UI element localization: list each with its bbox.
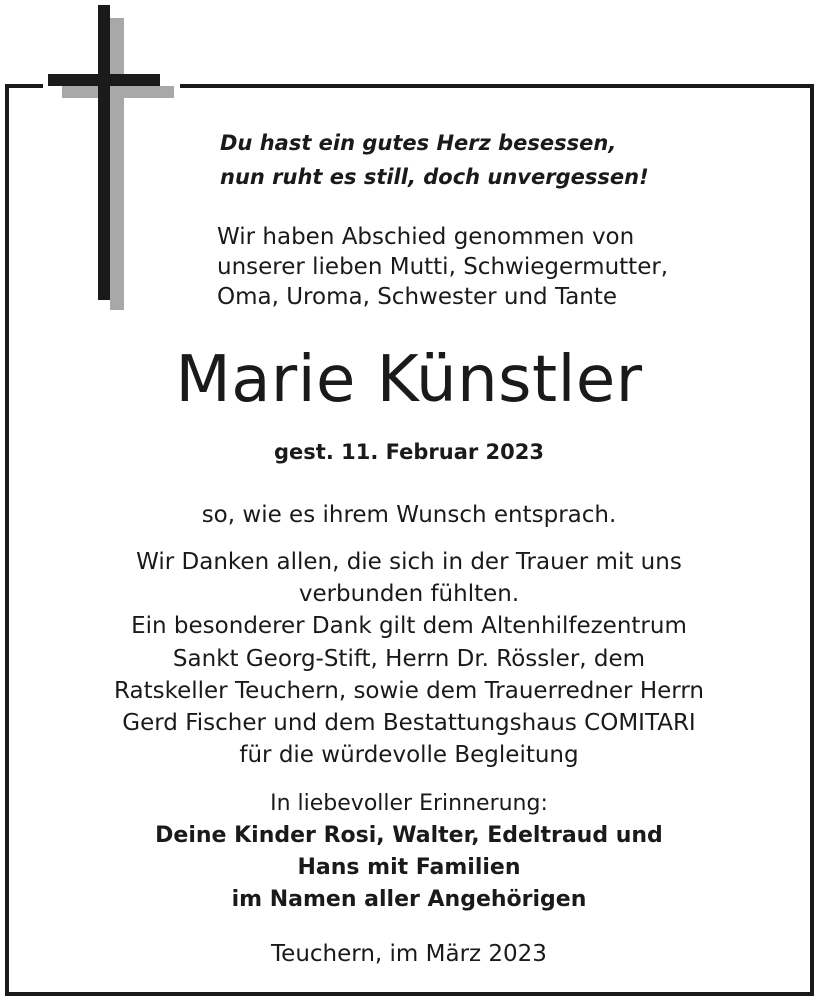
thanks-line: Sankt Georg-Stift, Herrn Dr. Rössler, dem bbox=[172, 645, 646, 672]
intro-line: Wir haben Abschied genommen von bbox=[217, 224, 635, 250]
thanks-line: Wir Danken allen, die sich in der Trauer mit uns bbox=[136, 549, 682, 575]
cross-shadow-horizontal bbox=[62, 86, 174, 98]
cross-icon bbox=[40, 0, 190, 320]
memorial-verse bbox=[220, 126, 780, 194]
frame-top-border-right bbox=[180, 84, 814, 88]
thanks-line: Ratskeller Teuchern, sowie dem Trauerredner Herrn bbox=[114, 677, 704, 704]
frame-bottom-border bbox=[5, 992, 814, 996]
signature-line: Deine Kinder Rosi, Walter, Edeltraud und bbox=[155, 823, 663, 848]
signature-line: im Namen aller Angehörigen bbox=[231, 887, 587, 912]
thanks-line: für die würdevolle Begleitung bbox=[239, 742, 579, 769]
signature-intro: In liebevoller Erinnerung: bbox=[270, 791, 548, 816]
thanks-paragraph bbox=[0, 546, 818, 771]
verse-line: nun ruht es still, doch unvergessen! bbox=[220, 165, 649, 189]
death-date: gest. 11. Februar 2023 bbox=[274, 440, 544, 464]
intro-line: unserer lieben Mutti, Schwiegermutter, bbox=[217, 254, 669, 280]
cross-horizontal-bar bbox=[48, 74, 160, 86]
place-date: Teuchern, im März 2023 bbox=[271, 941, 547, 967]
thanks-line: Ein besonderer Dank gilt dem Altenhilfezentrum bbox=[131, 613, 687, 640]
signature-block bbox=[0, 788, 818, 916]
cross-shadow-vertical bbox=[110, 18, 124, 310]
verse-line: Du hast ein gutes Herz besessen, bbox=[220, 131, 617, 155]
wish-line: so, wie es ihrem Wunsch entsprach. bbox=[201, 502, 617, 528]
deceased-name: Marie Künstler bbox=[175, 343, 643, 417]
cross-vertical-bar bbox=[98, 5, 110, 300]
thanks-line: verbunden fühlten. bbox=[298, 581, 520, 608]
frame-top-border-left bbox=[5, 84, 43, 88]
farewell-intro bbox=[217, 222, 797, 312]
signature-line: Hans mit Familien bbox=[297, 855, 521, 880]
intro-line: Oma, Uroma, Schwester und Tante bbox=[217, 284, 618, 310]
thanks-line: Gerd Fischer und dem Bestattungshaus COMITARI bbox=[122, 710, 696, 737]
